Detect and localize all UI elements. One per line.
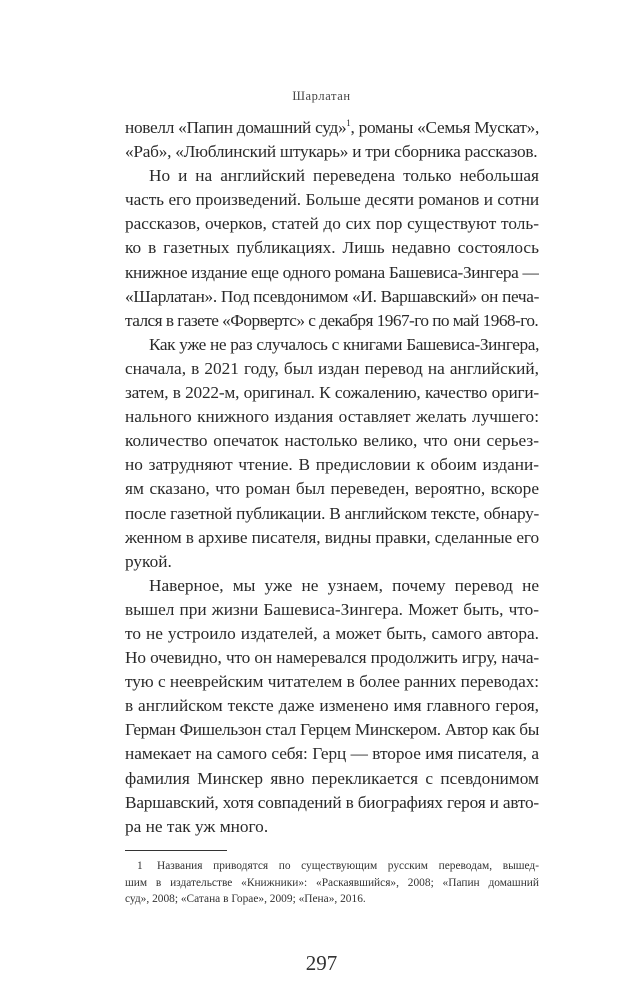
text-line: но затрудняют чтение. В предисловии к обоим издани- — [125, 455, 539, 475]
footnote-reference[interactable]: 1 — [346, 118, 351, 129]
text-line: Варшавский, хотя совпадений в биографиях героя и авто- — [125, 792, 539, 812]
page-number: 297 — [305, 950, 338, 975]
text-line: Наверное, мы уже не узнаем, почему перевод не — [149, 575, 539, 595]
text-line: вышел при жизни Башевиса-Зингера. Может быть, что- — [125, 599, 539, 619]
footnote-line: 1 Названия приводятся по существующим русским переводам, вышед- — [125, 858, 539, 875]
text-line: часть его произведений. Больше десяти романов и сотни — [125, 190, 539, 210]
footnote-divider — [125, 850, 227, 851]
paragraph — [125, 164, 539, 333]
text-line: ко в газетных публикациях. Лишь недавно состоялось — [125, 238, 539, 258]
text-line: новелл «Папин домашний суд»$^1$, романы «Семья Мускат», — [125, 118, 539, 137]
text-line: ра не так уж много. — [125, 816, 269, 836]
text-line: тался в газете «Форвертс» с декабря 1967-го по май 1968-го. — [125, 310, 539, 330]
text-line: рукой. — [125, 551, 172, 571]
text-line: количество опечаток настолько велико, что они серьез- — [125, 431, 539, 451]
text-line: намекает на самого себя: Герц — второе имя писателя, а — [125, 744, 539, 764]
text-line: ям сказано, что роман был переведен, вероятно, вскоре — [125, 479, 539, 499]
text-line: затем, в 2022-м, оригинал. К сожалению, качество ориги- — [125, 383, 539, 403]
text-line: в английском тексте даже изменено имя главного героя, — [125, 696, 539, 716]
text-line: книжное издание еще одного романа Башевиса-Зингера — — [125, 262, 539, 282]
paragraph — [125, 333, 539, 574]
text-line: фамилия Минскер явно перекликается с псевдонимом — [125, 768, 539, 788]
text-line: то не устроило издателей, а может быть, самого автора. — [125, 623, 539, 643]
text-line: рассказов, очерков, статей до сих пор существуют толь- — [125, 214, 539, 234]
text-line: после газетной публикации. В английском тексте, обнару- — [125, 503, 539, 523]
paragraph — [125, 574, 539, 839]
text-line: Но очевидно, что он намеревался продолжить игру, нача- — [125, 648, 539, 668]
text-line: нального книжного издания оставляет желать лучшего: — [125, 407, 539, 427]
text-line: Как уже не раз случалось с книгами Башевиса-Зингера, — [149, 334, 539, 354]
footnote-line: суд», 2008; «Сатана в Горае», 2009; «Пена», 2016. — [125, 893, 366, 906]
running-head: Шарлатан — [292, 89, 351, 103]
text-line: тую с нееврейским читателем в более ранних переводах: — [125, 672, 539, 692]
text-line: женном в архиве писателя, видны правки, сделанные его — [125, 527, 539, 547]
text-line: «Раб», «Люблинский штукарь» и три сборника рассказов. — [125, 142, 538, 162]
text-line: сначала, в 2021 году, был издан перевод на английский, — [125, 358, 539, 378]
text-line: Но и на английский переведена только небольшая — [149, 166, 539, 186]
text-line: Герман Фишельзон стал Герцем Минскером. Автор как бы — [125, 720, 539, 740]
text-line: «Шарлатан». Под псевдонимом «И. Варшавский» он печа- — [125, 286, 539, 306]
footnote-number: 1 — [137, 860, 143, 873]
footnote-line: шим в издательстве «Книжники»: «Раскаявшийся», 2008; «Папин домашний — [125, 876, 539, 889]
body-text — [125, 116, 539, 839]
paragraphs — [125, 164, 539, 839]
footnote — [125, 858, 539, 908]
